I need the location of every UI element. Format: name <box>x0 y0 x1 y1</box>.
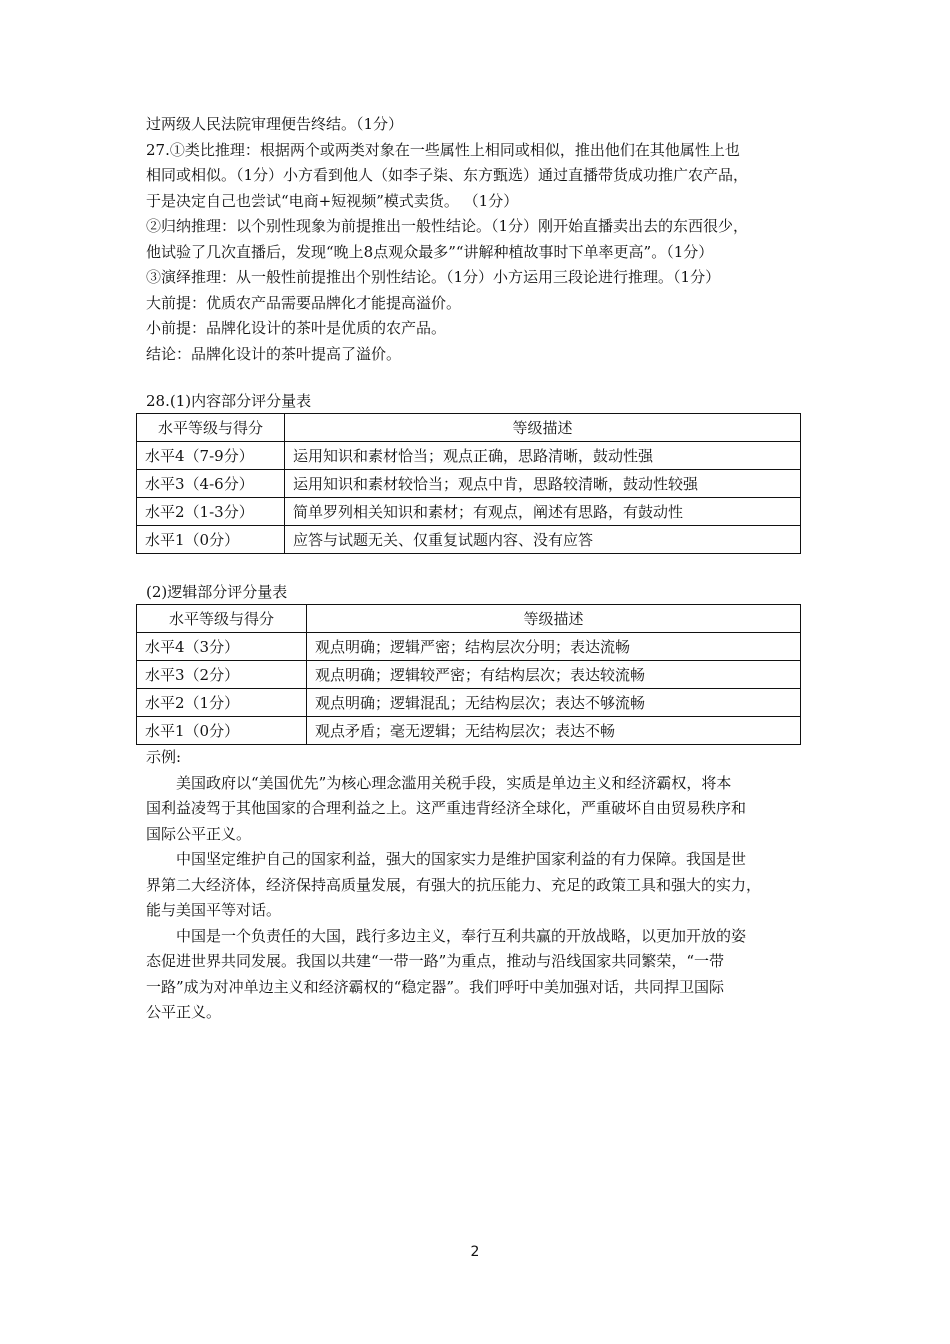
table-header-cell: 水平等级与得分 <box>137 605 307 633</box>
example-paragraph <box>146 847 806 924</box>
table-header-row <box>137 605 801 633</box>
table-cell: 水平2（1-3分） <box>137 498 285 526</box>
text-line: ③演绎推理：从一般性前提推出个别性结论。（1分）小方运用三段论进行推理。（1分） <box>146 268 721 286</box>
content-rubric-table <box>136 413 801 554</box>
text-line: 能与美国平等对话。 <box>146 901 282 919</box>
text-line: 界第二大经济体，经济保持高质量发展，有强大的抗压能力、充足的政策工具和强大的实力， <box>146 875 762 894</box>
table-row <box>137 526 801 554</box>
table-row <box>137 498 801 526</box>
logic-rubric-table <box>136 604 801 745</box>
table-header-cell: 等级描述 <box>307 605 801 633</box>
table-row <box>137 717 801 745</box>
table-header-cell: 等级描述 <box>285 414 801 442</box>
text-line: 国利益凌驾于其他国家的合理利益之上。这严重违背经济全球化，严重破坏自由贸易秩序和 <box>146 799 747 817</box>
table-row <box>137 633 801 661</box>
table-cell: 水平3（2分） <box>137 661 307 689</box>
table-cell: 运用知识和素材较恰当；观点中肯，思路较清晰，鼓动性较强 <box>285 470 801 498</box>
text-line: 中国坚定维护自己的国家利益，强大的国家实力是维护国家利益的有力保障。我国是世 <box>176 850 747 868</box>
text-line: ②归纳推理：以个别性现象为前提推出一般性结论。（1分）刚开始直播卖出去的东西很少， <box>146 217 749 235</box>
text-line: 公平正义。 <box>146 1003 222 1021</box>
table-cell: 水平1（0分） <box>137 526 285 554</box>
table-row <box>137 689 801 717</box>
text-line: 一路”成为对冲单边主义和经济霸权的“稳定器”。我们呼吁中美加强对话，共同捍卫国际 <box>146 977 725 996</box>
table-row <box>137 470 801 498</box>
table-cell: 水平4（3分） <box>137 633 307 661</box>
table-row <box>137 661 801 689</box>
text-line: 态促进世界共同发展。我国以共建“一带一路”为重点，推动与沿线国家共同繁荣，“一带 <box>146 952 725 970</box>
table-cell: 观点明确；逻辑较严密；有结构层次；表达较流畅 <box>307 661 801 689</box>
text-line: 于是决定自己也尝试“电商+短视频”模式卖货。 （1分） <box>146 191 519 210</box>
table-cell: 观点明确；逻辑混乱；无结构层次；表达不够流畅 <box>307 689 801 717</box>
example-paragraph <box>146 924 806 1026</box>
example-label: 示例: <box>146 748 182 766</box>
table-row <box>137 442 801 470</box>
table-cell: 水平4（7-9分） <box>137 442 285 470</box>
table-cell: 观点明确；逻辑严密；结构层次分明；表达流畅 <box>307 633 801 661</box>
text-line: 结论：品牌化设计的茶叶提高了溢价。 <box>146 344 402 363</box>
table1-title: 28.(1)内容部分评分量表 <box>146 392 312 410</box>
text-line: 27.①类比推理：根据两个或两类对象在一些属性上相同或相似，推出他们在其他属性上也 <box>146 140 740 159</box>
text-line: 美国政府以“美国优先”为核心理念滥用关税手段，实质是单边主义和经济霸权，将本 <box>176 773 732 792</box>
document-page <box>146 112 806 1026</box>
table-header-row <box>137 414 801 442</box>
table-cell: 水平2（1分） <box>137 689 307 717</box>
text-line: 相同或相似。（1分）小方看到他人（如李子柒、东方甄选）通过直播带货成功推广农产品， <box>146 166 749 184</box>
text-line: 中国是一个负责任的大国，践行多边主义，奉行互利共赢的开放战略，以更加开放的姿 <box>176 926 747 945</box>
table-cell: 水平3（4-6分） <box>137 470 285 498</box>
text-line: 他试验了几次直播后，发现“晚上8点观众最多”“讲解种植故事时下单率更高”。（1分） <box>146 242 714 261</box>
text-line: 过两级人民法院审理便告终结。（1分） <box>146 115 404 133</box>
table-cell: 运用知识和素材恰当；观点正确，思路清晰，鼓动性强 <box>285 442 801 470</box>
text-line: 小前提：品牌化设计的茶叶是优质的农产品。 <box>146 319 447 337</box>
page-number: 2 <box>470 1244 480 1260</box>
table2-title: (2)逻辑部分评分量表 <box>146 583 288 601</box>
table-header-cell: 水平等级与得分 <box>137 414 285 442</box>
text-line: 国际公平正义。 <box>146 824 252 843</box>
table-cell: 观点矛盾；毫无逻辑；无结构层次；表达不畅 <box>307 717 801 745</box>
example-paragraph <box>146 771 806 848</box>
table-cell: 简单罗列相关知识和素材；有观点，阐述有思路，有鼓动性 <box>285 498 801 526</box>
answer-27-block <box>146 112 806 367</box>
text-line: 大前提：优质农产品需要品牌化才能提高溢价。 <box>146 293 462 312</box>
table-cell: 应答与试题无关、仅重复试题内容、没有应答 <box>285 526 801 554</box>
table-cell: 水平1（0分） <box>137 717 307 745</box>
